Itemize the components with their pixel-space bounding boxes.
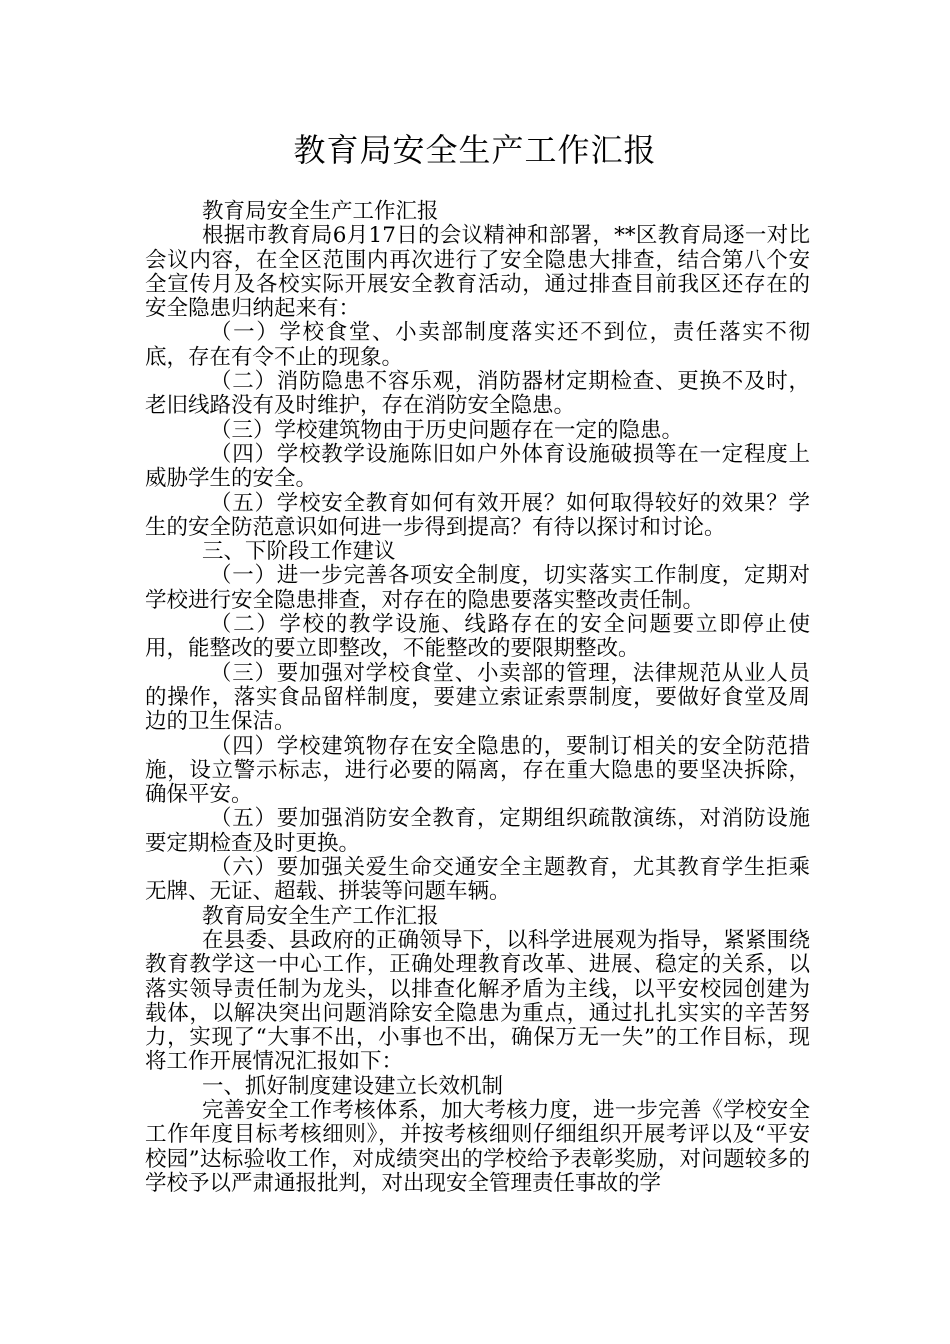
paragraph-report-intro: 在县委、县政府的正确领导下，以科学进展观为指导，紧紧围绕教育教学这一中心工作，正确处理教育改革、进展、稳定的关系，以落实领导责任制为龙头，以排查化解矛盾为主线，以平安校园创建为载体，以解决突出问题消除安全隐患为重点，通过扎扎实实的辛苦努力，实现了“大事不出，小事也不出，确保万无一失”的工作目标，现将工作开展情况汇报如下： — [145, 927, 810, 1075]
paragraph-suggestion-1: （一）进一步完善各项安全制度，切实落实工作制度，定期对学校进行安全隐患排查，对存在的隐患要落实整改责任制。 — [145, 563, 810, 613]
paragraph-issue-5: （五）学校安全教育如何有效开展？如何取得较好的效果？学生的安全防范意识如何进一步得到提高？有待以探讨和讨论。 — [145, 490, 810, 540]
paragraph-issue-3: （三）学校建筑物由于历史问题存在一定的隐患。 — [210, 417, 684, 443]
paragraph-intro: 根据市教育局6月17日的会议精神和部署，**区教育局逐一对比会议内容，在全区范围内再次进行了安全隐患大排查，结合第八个安全宣传月及各校实际开展安全教育活动，通过排查目前我区还存在的安全隐患归纳起来有： — [145, 223, 810, 322]
paragraph-suggestion-3: （三）要加强对学校食堂、小卖部的管理，法律规范从业人员的操作，落实食品留样制度，要建立索证索票制度，要做好食堂及周边的卫生保洁。 — [145, 660, 810, 735]
paragraph-suggestion-5: （五）要加强消防安全教育，定期组织疏散演练，对消防设施要定期检查及时更换。 — [145, 806, 810, 856]
document-title: 教育局安全生产工作汇报 — [293, 131, 657, 169]
paragraph-suggestion-6: （六）要加强关爱生命交通安全主题教育，尤其教育学生拒乘无牌、无证、超载、拼装等问题车辆。 — [145, 855, 810, 905]
document-body — [145, 200, 810, 1196]
section-heading-1: 一、抓好制度建设建立长效机制 — [202, 1073, 504, 1099]
paragraph-issue-4: （四）学校教学设施陈旧如户外体育设施破损等在一定程度上威胁学生的安全。 — [145, 441, 810, 492]
paragraph-issue-2: （二）消防隐患不容乐观，消防器材定期检查、更换不及时，老旧线路没有及时维护，存在消防安全隐患。 — [145, 369, 810, 419]
section-heading-3: 三、下阶段工作建议 — [202, 539, 396, 565]
paragraph-suggestion-4: （四）学校建筑物存在安全隐患的，要制订相关的安全防范措施，设立警示标志，进行必要的隔离，存在重大隐患的要坚决拆除，确保平安。 — [145, 733, 810, 808]
paragraph-subtitle: 教育局安全生产工作汇报 — [202, 199, 439, 224]
paragraph-issue-1: （一）学校食堂、小卖部制度落实还不到位，责任落实不彻底，存在有令不止的现象。 — [145, 320, 810, 370]
paragraph-suggestion-2: （二）学校的教学设施、线路存在的安全问题要立即停止使用，能整改的要立即整改，不能整改的要限期整改。 — [145, 612, 810, 662]
paragraph-subtitle-2: 教育局安全生产工作汇报 — [202, 903, 439, 929]
paragraph-system-building: 完善安全工作考核体系，加大考核力度，进一步完善《学校安全工作年度目标考核细则》，并按考核细则仔细组织开展考评以及“平安校园”达标验收工作，对成绩突出的学校给予表彰奖励，对问题较多的学校予以严肃通报批判，对出现安全管理责任事故的学 — [145, 1097, 810, 1196]
